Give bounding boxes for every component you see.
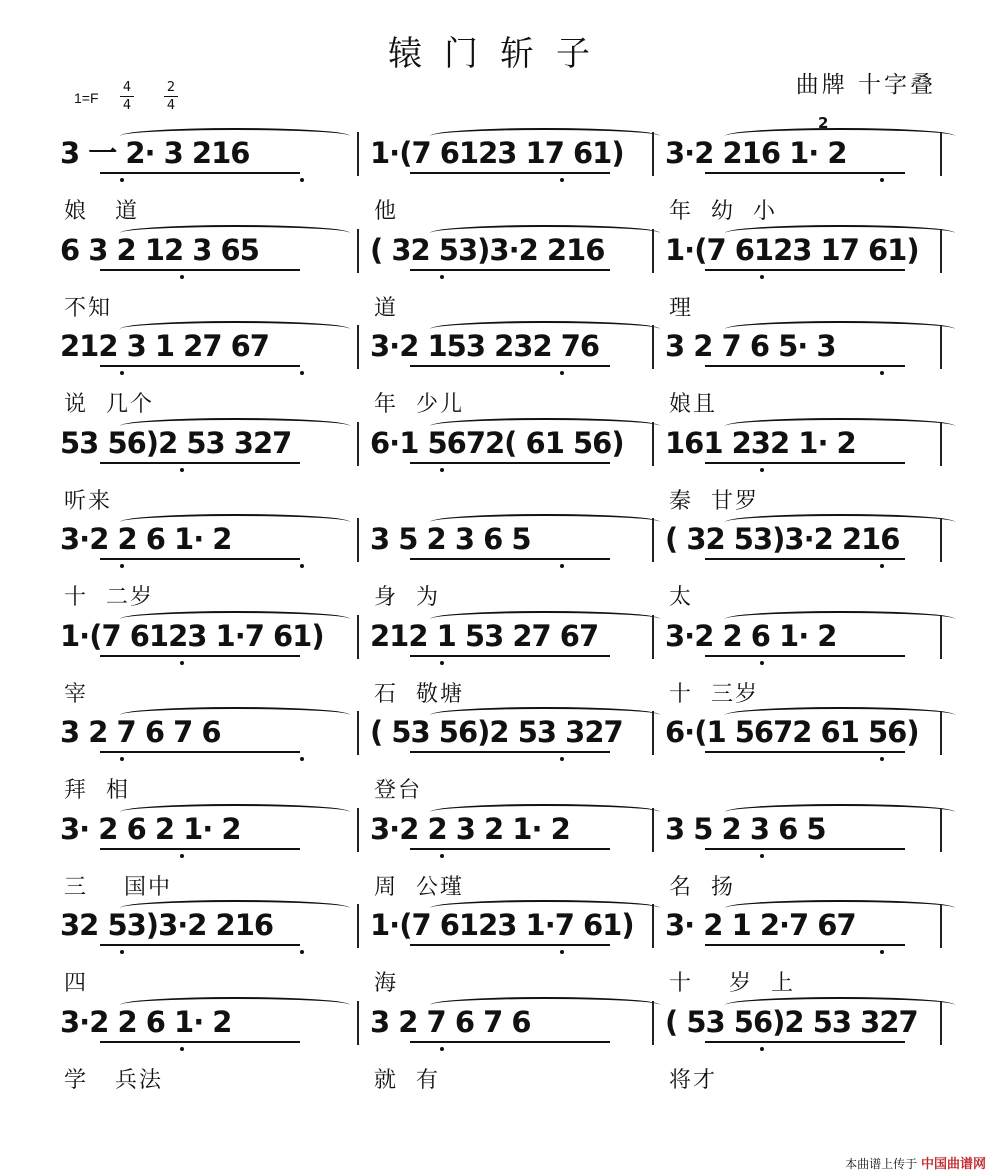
lyric-text: 十 三岁 [669, 682, 759, 707]
measure-notes: 3 5 2 3 6 5 [665, 812, 826, 846]
octave-dot [560, 564, 564, 568]
lyric-text: 拜 相 [64, 778, 130, 803]
bar-line [357, 808, 359, 852]
rhythm-beam [705, 848, 905, 850]
bar-line [940, 229, 942, 273]
octave-dot [880, 757, 884, 761]
octave-dot [560, 178, 564, 182]
octave-dot [120, 564, 124, 568]
measure-notes: 6·1 5672( 61 56) [370, 426, 624, 460]
lyric-text: 宰 [64, 682, 89, 707]
bar-line [357, 132, 359, 176]
slur-arc [430, 128, 660, 144]
bar-line [940, 615, 942, 659]
rhythm-beam [705, 655, 905, 657]
rhythm-beam [410, 944, 610, 946]
rhythm-beam [705, 944, 905, 946]
octave-dot [300, 564, 304, 568]
octave-dot [760, 275, 764, 279]
song-title: 辕门斩子 [388, 34, 612, 74]
bar-line [652, 904, 654, 948]
slur-arc [120, 900, 350, 916]
bar-line [357, 518, 359, 562]
bar-line [652, 422, 654, 466]
octave-dot [560, 950, 564, 954]
bar-line [357, 615, 359, 659]
rhythm-beam [100, 558, 300, 560]
lyric-text: 学 兵法 [64, 1068, 163, 1093]
bar-line [652, 711, 654, 755]
octave-dot [760, 468, 764, 472]
rhythm-beam [410, 848, 610, 850]
rhythm-beam [100, 655, 300, 657]
slur-arc [430, 321, 660, 337]
bar-line [940, 325, 942, 369]
slur-arc [120, 707, 350, 723]
slur-arc [725, 804, 955, 820]
octave-dot [300, 757, 304, 761]
bar-line [357, 325, 359, 369]
measure-notes: 1·(7 6123 1·7 61) [60, 619, 324, 653]
bar-line [652, 1001, 654, 1045]
site-logo: 中国曲谱网 [920, 1157, 986, 1172]
octave-dot [180, 468, 184, 472]
lyric-text: 十 二岁 [64, 585, 154, 610]
bar-line [940, 711, 942, 755]
lyric-text: 不知 [64, 296, 113, 321]
lyric-text: 身 为 [374, 585, 440, 610]
slur-arc [430, 997, 660, 1013]
measure-notes: 3·2 2 3 2 1· 2 [370, 812, 570, 846]
rhythm-beam [410, 655, 610, 657]
rhythm-beam [410, 751, 610, 753]
rhythm-beam [100, 751, 300, 753]
time-signature-2-4 [164, 80, 178, 113]
slur-arc [120, 321, 350, 337]
rhythm-beam [100, 365, 300, 367]
measure-notes: ( 32 53)3·2 216 [370, 233, 605, 267]
footer [845, 1153, 986, 1172]
bar-line [652, 132, 654, 176]
octave-dot [560, 757, 564, 761]
slur-arc [725, 418, 955, 434]
bar-line [652, 325, 654, 369]
octave-dot [180, 854, 184, 858]
octave-dot [180, 275, 184, 279]
lyric-text: 说 几个 [64, 392, 154, 417]
measure-notes: ( 53 56)2 53 327 [370, 715, 623, 749]
octave-dot [440, 275, 444, 279]
lyric-text: 秦 甘罗 [669, 489, 759, 514]
measure-notes: 3 5 2 3 6 5 [370, 522, 531, 556]
slur-arc [120, 225, 350, 241]
rhythm-beam [410, 1041, 610, 1043]
octave-dot [440, 468, 444, 472]
rhythm-beam [705, 269, 905, 271]
lyric-text: 石 敬塘 [374, 682, 464, 707]
rhythm-beam [410, 269, 610, 271]
lyric-text: 道 [374, 296, 399, 321]
bar-line [652, 615, 654, 659]
measure-notes: 3 2 7 6 5· 3 [665, 329, 836, 363]
rhythm-beam [705, 558, 905, 560]
slur-arc [120, 804, 350, 820]
measure-notes: 161 232 1· 2 [665, 426, 856, 460]
measure-notes: 53 56)2 53 327 [60, 426, 292, 460]
lyric-text: 理 [669, 296, 694, 321]
lyric-text: 太 [669, 585, 694, 610]
slur-arc [430, 514, 660, 530]
lyric-text: 就 有 [374, 1068, 440, 1093]
measure-notes: 3·2 2 6 1· 2 [60, 1005, 232, 1039]
measure-notes: 6 3 2 12 3 65 [60, 233, 259, 267]
measure-notes: 1·(7 6123 1·7 61) [370, 908, 634, 942]
measure-notes: 1·(7 6123 17 61) [370, 136, 624, 170]
slur-arc [430, 418, 660, 434]
octave-dot [120, 178, 124, 182]
lyric-text: 将才 [669, 1068, 718, 1093]
lyric-text: 十 岁 上 [669, 971, 795, 996]
measure-notes: ( 32 53)3·2 216 [665, 522, 900, 556]
octave-dot [180, 661, 184, 665]
qupai-label: 曲牌 十字叠 [795, 72, 936, 98]
measure-notes: 212 1 53 27 67 [370, 619, 599, 653]
lyric-text: 年 少儿 [374, 392, 464, 417]
bar-line [357, 711, 359, 755]
rhythm-beam [410, 172, 610, 174]
slur-arc [430, 611, 660, 627]
measure-notes: 3 2 7 6 7 6 [60, 715, 221, 749]
rhythm-beam [705, 365, 905, 367]
rhythm-beam [705, 462, 905, 464]
lyric-text: 娘 道 [64, 199, 139, 224]
bar-line [357, 422, 359, 466]
octave-dot [440, 661, 444, 665]
slur-arc [725, 997, 955, 1013]
slur-arc [725, 128, 955, 144]
slur-arc [120, 514, 350, 530]
time-sig-denominator: 4 [122, 98, 132, 113]
measure-notes: 32 53)3·2 216 [60, 908, 274, 942]
lyric-text: 登台 [374, 778, 423, 803]
lyric-text: 他 [374, 199, 399, 224]
slur-arc [725, 321, 955, 337]
rhythm-beam [100, 269, 300, 271]
rhythm-beam [100, 1041, 300, 1043]
bar-line [357, 229, 359, 273]
rhythm-beam [705, 172, 905, 174]
lyric-text: 名 扬 [669, 875, 735, 900]
octave-dot [760, 854, 764, 858]
time-sig-numerator: 4 [122, 80, 132, 95]
measure-notes: 3·2 2 6 1· 2 [665, 619, 837, 653]
slur-arc [120, 611, 350, 627]
octave-dot [880, 564, 884, 568]
lyric-text: 海 [374, 971, 399, 996]
time-signature-4-4 [120, 80, 134, 113]
slur-arc [725, 225, 955, 241]
measure-notes: 3·2 153 232 76 [370, 329, 600, 363]
time-sig-numerator: 2 [166, 80, 176, 95]
slur-arc [430, 804, 660, 820]
rhythm-beam [410, 365, 610, 367]
measure-notes: 6·(1 5672 61 56) [665, 715, 919, 749]
bar-line [357, 904, 359, 948]
octave-dot [120, 757, 124, 761]
rhythm-beam [100, 462, 300, 464]
octave-dot [560, 371, 564, 375]
lyric-text: 四 [64, 971, 89, 996]
lyric-text: 娘且 [669, 392, 718, 417]
measure-notes: 1·(7 6123 17 61) [665, 233, 919, 267]
slur-arc [430, 900, 660, 916]
measure-notes: 3· 2 6 2 1· 2 [60, 812, 241, 846]
bar-line [940, 808, 942, 852]
octave-dot [180, 1047, 184, 1051]
bar-line [940, 518, 942, 562]
measure-notes: 3 一 2· 3 216 [60, 136, 250, 170]
slur-arc [725, 514, 955, 530]
octave-dot [880, 371, 884, 375]
slur-arc [725, 900, 955, 916]
grace-note: 2 [818, 114, 829, 132]
slur-arc [120, 418, 350, 434]
octave-dot [300, 178, 304, 182]
octave-dot [760, 1047, 764, 1051]
time-sig-denominator: 4 [166, 98, 176, 113]
rhythm-beam [705, 751, 905, 753]
octave-dot [440, 854, 444, 858]
lyric-text: 听来 [64, 489, 113, 514]
rhythm-beam [100, 944, 300, 946]
octave-dot [760, 661, 764, 665]
octave-dot [300, 950, 304, 954]
octave-dot [880, 950, 884, 954]
lyric-text: 年 幼 小 [669, 199, 777, 224]
octave-dot [880, 178, 884, 182]
measure-notes: 3·2 216 1· 2 [665, 136, 847, 170]
rhythm-beam [705, 1041, 905, 1043]
rhythm-beam [410, 558, 610, 560]
octave-dot [440, 1047, 444, 1051]
octave-dot [120, 950, 124, 954]
footer-text: 本曲谱上传于 [845, 1157, 918, 1171]
bar-line [652, 518, 654, 562]
slur-arc [725, 707, 955, 723]
bar-line [940, 132, 942, 176]
measure-notes: 3· 2 1 2·7 67 [665, 908, 856, 942]
slur-arc [725, 611, 955, 627]
slur-arc [120, 128, 350, 144]
slur-arc [120, 997, 350, 1013]
rhythm-beam [410, 462, 610, 464]
rhythm-beam [100, 172, 300, 174]
measure-notes: ( 53 56)2 53 327 [665, 1005, 918, 1039]
octave-dot [300, 371, 304, 375]
octave-dot [120, 371, 124, 375]
bar-line [357, 1001, 359, 1045]
slur-arc [430, 225, 660, 241]
key-signature: 1=F [74, 90, 99, 106]
measure-notes: 3·2 2 6 1· 2 [60, 522, 232, 556]
bar-line [940, 1001, 942, 1045]
bar-line [652, 229, 654, 273]
bar-line [940, 422, 942, 466]
lyric-text: 三 国中 [64, 875, 172, 900]
slur-arc [430, 707, 660, 723]
lyric-text: 周 公瑾 [374, 875, 464, 900]
bar-line [940, 904, 942, 948]
measure-notes: 212 3 1 27 67 [60, 329, 269, 363]
bar-line [652, 808, 654, 852]
measure-notes: 3 2 7 6 7 6 [370, 1005, 531, 1039]
rhythm-beam [100, 848, 300, 850]
